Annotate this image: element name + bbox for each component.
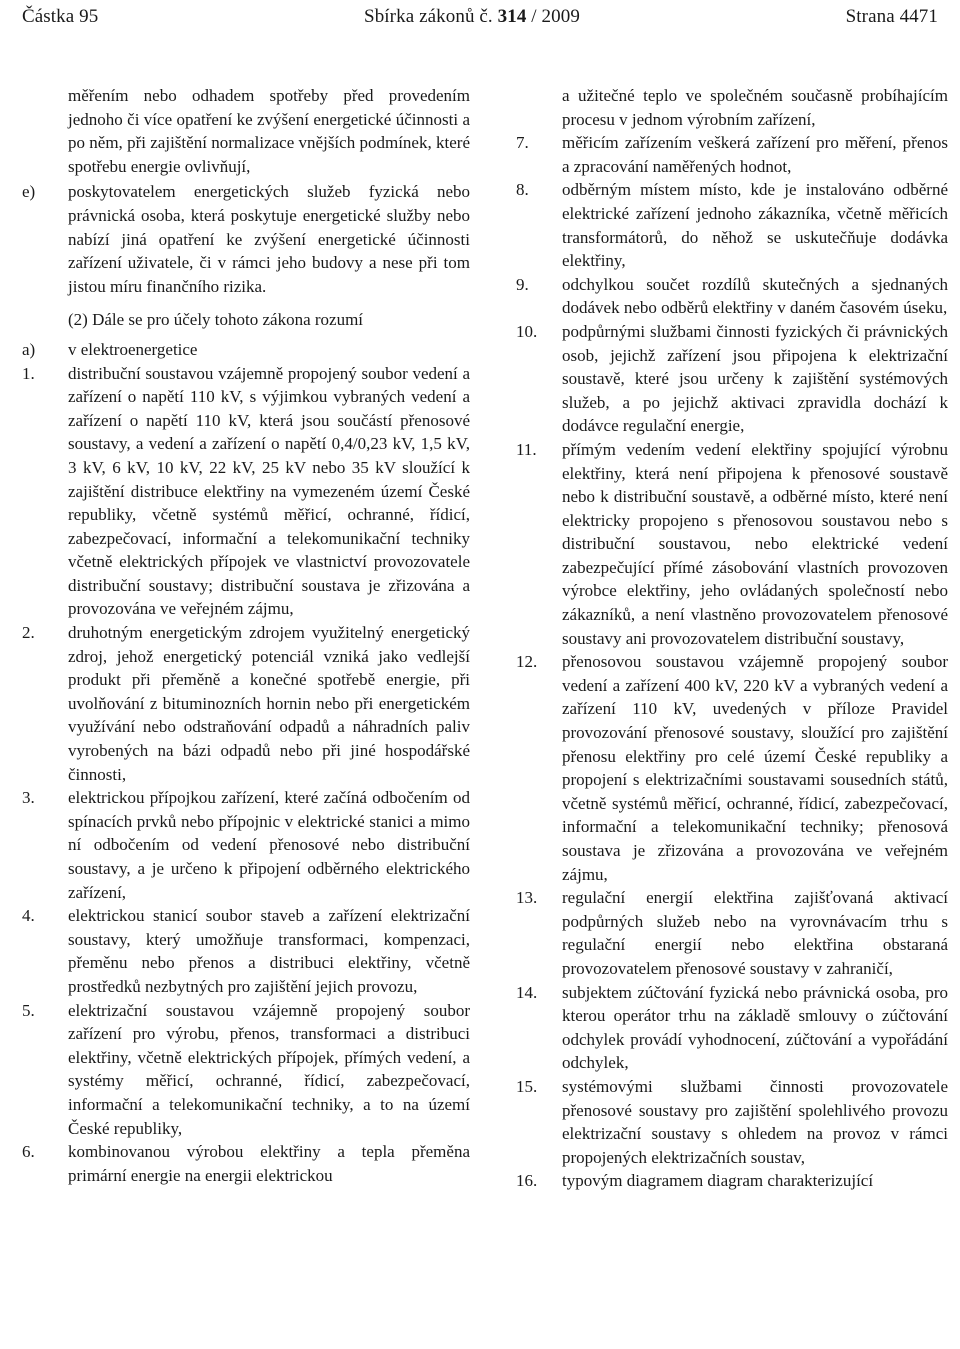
list-item-text: odchylkou součet rozdílů skutečných a sjednaných dodávek nebo odběrů elektřiny v daném časovém úseku, [562,274,948,318]
list-item-text: elektrickou stanicí soubor staveb a zařízení elektrizační soustavy, který umožňuje transformaci, kompenzaci, přeměnu nebo přenos a distribuci elektřiny, včetně prostředků nezbytných pro zajištění jejich provozu, [68,906,470,996]
list-item-text: elektrickou přípojkou zařízení, které začíná odbočením od spínacích prvků nebo přípojnic v elektrické stanici a mimo ní odbočením od vedení přenosové nebo distribuční soustavy, a je určeno k připojení odběrného elektrického zařízení, [68,788,470,902]
list-item [22,621,470,786]
item-e-text: poskytovatelem energetických služeb fyzická nebo právnická osoba, která poskytuje energetické služby nebo nabízí jiná opatření ke zvýšení energetické účinnosti zařízení uživatele, či v rámci jeho budovy a nese při tom jistou míru finančního rizika. [68,182,470,296]
list-item [516,438,948,650]
list-item-text: odběrným místem místo, kde je instalováno odběrné elektrické zařízení jednoho zákazníka, včetně měřicích transformátorů, do něhož se uskutečňuje dodávka elektřiny, [562,180,948,271]
left-column [22,84,470,1187]
list-item-number: 7. [516,133,529,153]
paragraph-2-intro: (2) Dále se pro účely tohoto zákona rozumí [68,310,364,330]
list-item-text: systémovými službami činnosti provozovatele přenosové soustavy pro zajištění spolehlivého provozu elektrizační soustavy s ohledem na provoz v rámci propojených elektrizačních soustav, [562,1076,948,1167]
list-item-number: 11. [516,439,537,459]
list-item-text: druhotným energetickým zdrojem využitelný energetický zdroj, jehož energetický potenciál vzniká jako vedlejší produkt při přeměně a konečné spotřebě energie, při uvolňování z bituminozních hornin nebo při energetickém využívání nebo odstraňování odpadů a náhradních paliv vyrobených na bázi odpadů nebo při jiné hospodářské činnosti, [68,623,470,784]
list-item [516,131,948,178]
item-a [22,338,470,362]
list-item-number: 12. [516,652,538,672]
list-item [22,904,470,998]
list-item-number: 13. [516,888,538,908]
list-item-number: 4. [22,906,35,926]
list-item-text: přímým vedením vedení elektřiny spojující výrobnu elektřiny, která není připojena k přenosové soustavě nebo k distribuční soustavě, a odběrné místo, které není elektricky propojeno s přenosovou soustavou nebo s distribuční soustavou, nebo elektrické vedení zabezpečující přímé zásobování vlastních provozoven výrobce elektřiny, jeho ovládaných společností nebo zákazníků, a není vlastněno provozovatelem přenosové soustavy ani provozovatelem distribuční soustavy, [562,439,948,648]
list-item-number: 8. [516,180,529,200]
header-part-label: Částka 95 [22,6,99,27]
list-item-number: 10. [516,321,538,341]
list-item-text: subjektem zúčtování fyzická nebo právnická osoba, pro kterou operátor trhu na základě smlouvy o zúčtování odchylek provádí vyhodnocení, zúčtování a vypořádání odchylek, [562,982,948,1073]
list-item-number: 6. [22,1142,35,1162]
list-item [516,1075,948,1169]
header-collection-number: 314 [497,6,527,27]
list-item [516,320,948,438]
list-item [22,999,470,1141]
list-item-number: 2. [22,623,35,643]
continuation-text-right: a užitečné teplo ve společném současně probíhajícím procesu v jednom výrobním zařízení, [562,86,948,129]
list-item-number: 5. [22,1000,35,1020]
right-items-list [516,131,948,1193]
item-e-label: e) [22,182,36,202]
list-item-text: kombinovanou výrobou elektřiny a tepla přeměna primární energie na energii elektrickou [68,1142,470,1185]
item-e [22,180,470,298]
list-item-number: 3. [22,788,35,808]
list-item-number: 15. [516,1076,538,1096]
list-item-text: přenosovou soustavou vzájemně propojený soubor vedení a zařízení 400 kV, 220 kV a vybraných vedení a zařízení 110 kV, uvedených v příloze Pravidel provozování přenosové soustavy, sloužící pro zajištění přenosu elektřiny pro celé území České republiky a propojení s elektrizačními soustavami sousedních států, včetně systémů měřicí, ochranné, řídicí, zabezpečovací, informační a telekomunikační techniky; přenosová soustava je zřizována a provozována ve veřejném zájmu, [562,652,948,884]
list-item-number: 16. [516,1171,538,1191]
list-item [22,1140,470,1187]
list-item-text: měřicím zařízením veškerá zařízení pro měření, přenos a zpracování naměřených hodnot, [562,133,948,176]
list-item [516,981,948,1075]
item-a-label: a) [22,339,36,359]
page-header [22,6,938,28]
list-item-text: typovým diagramem diagram charakterizující [562,1171,874,1191]
continuation-text: měřením nebo odhadem spotřeby před provedením jednoho či více opatření ke zvýšení energetické účinnosti a po něm, při zajištění normalizace vnějších podmínek, které spotřebu energie ovlivňují, [68,86,470,176]
list-item-text: elektrizační soustavou vzájemně propojený soubor zařízení pro výrobu, přenos, transformaci a distribuci elektřiny, včetně elektrických přípojek, přímých vedení, a systémy měřicí, ochranné, řídicí, zabezpečovací, informační a telekomunikační techniky, a to na území České republiky, [68,1000,470,1138]
list-item [22,362,470,622]
list-item-number: 1. [22,363,35,383]
list-item-text: podpůrnými službami činnosti fyzických či právnických osob, jejichž zařízení jsou připojena k elektrizační soustavě, které jsou určeny k zajištění systémových služeb, a po jejichž aktivaci zpravidla dochází k dodávce regulační energie, [562,321,948,436]
left-items-list [22,362,470,1188]
list-item-number: 9. [516,274,529,294]
list-item [516,1169,948,1193]
list-item [516,886,948,980]
header-collection-label [364,6,580,28]
list-item-number: 14. [516,982,538,1002]
header-collection-prefix: Sbírka zákonů č. [364,6,498,27]
list-item [22,786,470,904]
header-page-number: Strana 4471 [845,6,938,27]
header-collection-suffix: / 2009 [526,6,580,27]
list-item [516,273,948,320]
list-item-text: regulační energií elektřina zajišťovaná aktivací podpůrných služeb nebo na vyrovnávacím trhu s regulační energií nebo elektřina obstaraná provozovatelem přenosové soustavy v zahraničí, [562,888,948,978]
right-column [516,84,948,1193]
item-a-text: v elektroenergetice [68,339,198,359]
list-item [516,650,948,886]
list-item-text: distribuční soustavou vzájemně propojený soubor vedení a zařízení o napětí 110 kV, s výjimkou vybraných vedení a zařízení o napětí 110 kV, která jsou součástí přenosové soustavy, a vedení a zařízení o napětí 0,4/0,23 kV, 1,5 kV, 3 kV, 6 kV, 10 kV, 22 kV, 25 kV nebo 35 kV sloužící k zajištění distribuce elektřiny na vymezeném území České republiky, včetně systémů měřicí, ochranné, řídicí, zabezpečovací, informační a telekomunikační techniky včetně elektrických přípojek ve vlastnictví provozovatele distribuční soustavy; distribuční soustava je zřizována a provozována ve veřejném zájmu, [68,363,470,619]
list-item [516,178,948,272]
